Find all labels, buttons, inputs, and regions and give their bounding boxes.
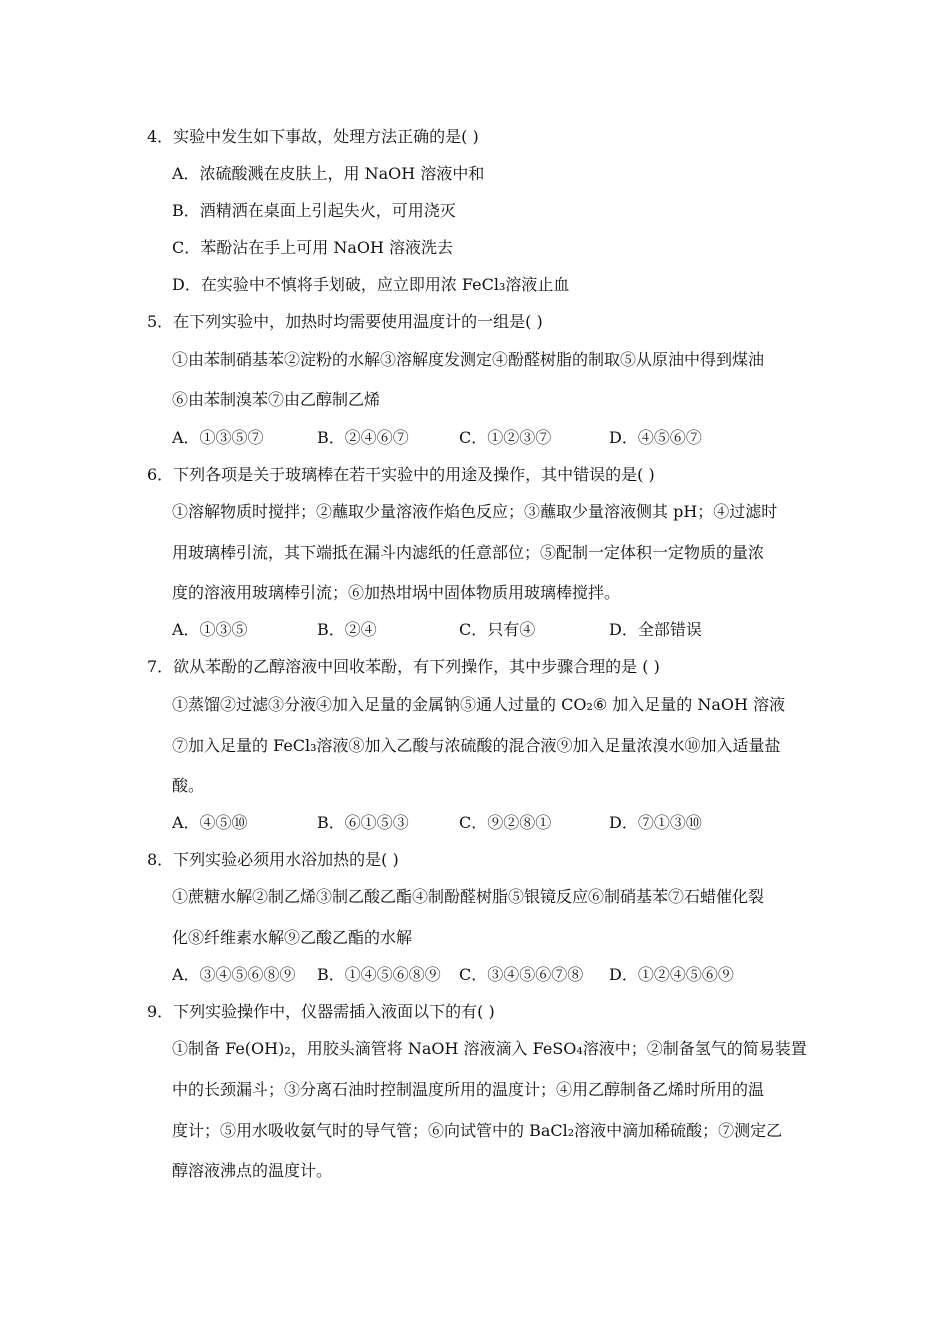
question-8-item-line: ①蔗糖水解②制乙烯③制乙酸乙酯④制酚醛树脂⑤银镜反应⑥制硝基苯⑦石蜡催化裂 [172, 887, 765, 906]
question-5-item-line: ⑥由苯制溴苯⑦由乙醇制乙烯 [172, 390, 381, 409]
question-9-item-line: 度计；⑤用水吸收氨气时的导气管；⑥向试管中的 BaCl₂溶液中滴加稀硫酸；⑦测定乙 [172, 1121, 783, 1140]
question-7-stem: 7．欲从苯酚的乙醇溶液中回收苯酚，有下列操作，其中步骤合理的是 ( ) [147, 657, 660, 676]
question-9-item-line: ①制备 Fe(OH)₂，用胶头滴管将 NaOH 溶液滴入 FeSO₄溶液中；②制备氢气的简易装置 [172, 1039, 807, 1058]
question-7-item-line: ①蒸馏②过滤③分液④加入足量的金属钠⑤通人过量的 CO₂⑥ 加入足量的 NaOH 溶液 [172, 695, 786, 714]
question-7-item-line: 酸。 [172, 776, 205, 795]
question-4-stem: 4．实验中发生如下事故，处理方法正确的是( ) [147, 127, 479, 146]
option-a: A．④⑤⑩ [172, 813, 248, 832]
question-7-item-line: ⑦加入足量的 FeCl₃溶液⑧加入乙酸与浓硫酸的混合液⑨加入足量浓溴水⑩加入适量盐 [172, 736, 781, 755]
option-c: C．③④⑤⑥⑦⑧ [459, 965, 584, 984]
question-4-option-b: B．酒精洒在桌面上引起失火，可用浇灭 [172, 201, 456, 220]
option-b: B．②④ [317, 620, 377, 639]
question-6-item-line: 用玻璃棒引流，其下端抵在漏斗内滤纸的任意部位；⑤配制一定体积一定物质的量浓 [172, 543, 765, 562]
option-a: A．③④⑤⑥⑧⑨ [172, 965, 296, 984]
question-8-item-line: 化⑧纤维素水解⑨乙酸乙酯的水解 [172, 928, 413, 947]
option-d: D．①②④⑤⑥⑨ [609, 965, 734, 984]
question-4-option-c: C．苯酚沾在手上可用 NaOH 溶液洗去 [172, 238, 454, 257]
option-b: B．①④⑤⑥⑧⑨ [317, 965, 441, 984]
question-5-item-line: ①由苯制硝基苯②淀粉的水解③溶解度发测定④酚醛树脂的制取⑤从原油中得到煤油 [172, 350, 765, 369]
question-8-stem: 8．下列实验必须用水浴加热的是( ) [147, 850, 399, 869]
option-c: C．只有④ [459, 620, 536, 639]
option-c: C．①②③⑦ [459, 428, 552, 447]
option-b: B．⑥①⑤③ [317, 813, 409, 832]
option-a: A．①③⑤ [172, 620, 248, 639]
question-6-stem: 6．下列各项是关于玻璃棒在若干实验中的用途及操作，其中错误的是( ) [147, 465, 655, 484]
question-5-stem: 5．在下列实验中，加热时均需要使用温度计的一组是( ) [147, 312, 543, 331]
option-c: C．⑨②⑧① [459, 813, 552, 832]
question-9-stem: 9．下列实验操作中，仪器需插入液面以下的有( ) [147, 1002, 495, 1021]
question-4-option-a: A．浓硫酸溅在皮肤上，用 NaOH 溶液中和 [172, 164, 485, 183]
option-a: A．①③⑤⑦ [172, 428, 264, 447]
question-9-item-line: 中的长颈漏斗；③分离石油时控制温度所用的温度计；④用乙醇制备乙烯时所用的温 [172, 1080, 765, 1099]
question-6-item-line: ①溶解物质时搅拌；②蘸取少量溶液作焰色反应；③蘸取少量溶液侧其 pH；④过滤时 [172, 502, 778, 521]
question-9-item-line: 醇溶液沸点的温度计。 [172, 1161, 333, 1180]
question-6-item-line: 度的溶液用玻璃棒引流；⑥加热坩埚中固体物质用玻璃棒搅拌。 [172, 583, 621, 602]
question-4-option-d: D．在实验中不慎将手划破，应立即用浓 FeCl₃溶液止血 [172, 275, 570, 294]
option-b: B．②④⑥⑦ [317, 428, 409, 447]
option-d: D．④⑤⑥⑦ [609, 428, 702, 447]
option-d: D．⑦①③⑩ [609, 813, 702, 832]
option-d: D．全部错误 [609, 620, 702, 639]
